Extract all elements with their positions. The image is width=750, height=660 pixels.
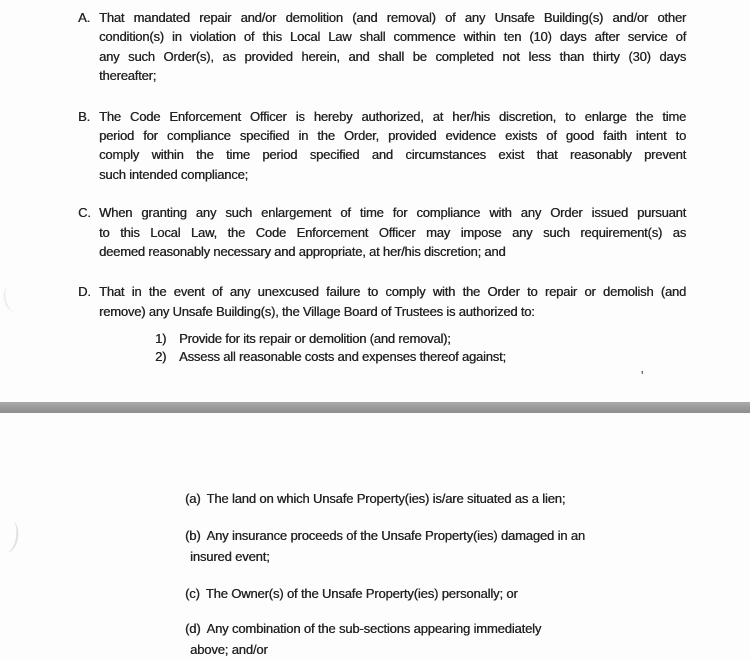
numbered-item-text: Assess all reasonable costs and expenses thereof against; [179, 349, 506, 365]
numbered-item-label: 2) [155, 349, 167, 365]
sub-item-label: (c) [185, 586, 200, 601]
numbered-list-item [155, 330, 750, 348]
clause-text-line: such intended compliance; [99, 166, 248, 182]
numbered-list-item [155, 348, 750, 366]
clause-text-line: to this Local Law, the Code Enforcement Officer may impose any such requirement(s) as [99, 224, 686, 240]
clause-letter-label: D. [78, 284, 91, 300]
clause-letter-label: C. [78, 205, 91, 221]
clause-body [99, 282, 686, 321]
sub-item-text: Any insurance proceeds of the Unsafe Property(ies) damaged in an [206, 528, 585, 543]
clause-text-line: That in the event of any unexcused failure to comply with the Order to repair or demolish (and [99, 284, 686, 300]
clause-letter-label: B. [78, 108, 90, 124]
clause-text-line: condition(s) in violation of this Local Law shall commence within ten (10) days after service of [99, 29, 686, 45]
scan-artifact-lower-left [0, 520, 20, 554]
numbered-list [155, 330, 750, 366]
clause-text-line: period for compliance specified in the Order, provided evidence exists of good faith intent to [99, 128, 686, 144]
clause-text-line: That mandated repair and/or demolition (and removal) of any Unsafe Building(s) and/or other [99, 10, 686, 25]
lettered-sub-item [185, 583, 635, 604]
clause-text-line: When granting any such enlargement of time for compliance with any Order issued pursuant [99, 205, 686, 221]
numbered-item-text: Provide for its repair or demolition (and removal); [179, 331, 451, 347]
clause-text-line: any such Order(s), as provided herein, and shall be completed not less than thirty (30) days [99, 48, 686, 64]
clause-body [99, 107, 686, 185]
clause-text-line: deemed reasonably necessary and appropriate, at her/his discretion; and [99, 244, 506, 260]
sub-item-first-line [185, 525, 635, 546]
numbered-item-label: 1) [155, 331, 167, 347]
sub-item-continuation-line: insured event; [190, 549, 270, 564]
section-divider-bar [0, 402, 750, 413]
sub-item-text: Any combination of the sub-sections appearing immediately [206, 621, 542, 636]
clause-paragraph [78, 107, 686, 185]
assessment-targets-section [185, 488, 635, 660]
sub-item-first-line [185, 618, 635, 639]
sub-item-label: (d) [185, 621, 201, 636]
lettered-sub-item [185, 488, 635, 509]
clause-letter-label: A. [78, 10, 90, 25]
clause-paragraph [78, 8, 686, 86]
clause-paragraph [78, 203, 686, 261]
clause-text-line: remove) any Unsafe Building(s), the Village Board of Trustees is authorized to: [99, 303, 535, 319]
ordinance-clauses-section [0, 8, 750, 366]
clause-text-line: The Code Enforcement Officer is hereby authorized, at her/his discretion, to enlarge the time [99, 108, 686, 124]
clause-paragraph [78, 282, 686, 321]
sub-item-first-line [185, 488, 635, 509]
clause-body [99, 203, 686, 261]
stray-apostrophe-mark: ' [641, 368, 644, 383]
clause-body [99, 8, 686, 86]
clause-text-line: comply within the time period specified and circumstances exist that reasonably prevent [99, 147, 686, 163]
lettered-sub-item [185, 525, 635, 567]
clause-text-line: thereafter; [99, 68, 157, 84]
sub-item-first-line [185, 583, 635, 604]
sub-item-label: (b) [185, 528, 201, 543]
sub-item-label: (a) [185, 491, 201, 506]
lettered-sub-item [185, 618, 635, 660]
sub-item-text: The land on which Unsafe Property(ies) is/are situated as a lien; [206, 491, 566, 506]
sub-item-text: The Owner(s) of the Unsafe Property(ies) personally; or [205, 586, 518, 601]
clauses-list [0, 8, 750, 321]
sub-item-continuation-line: above; and/or [190, 642, 268, 657]
